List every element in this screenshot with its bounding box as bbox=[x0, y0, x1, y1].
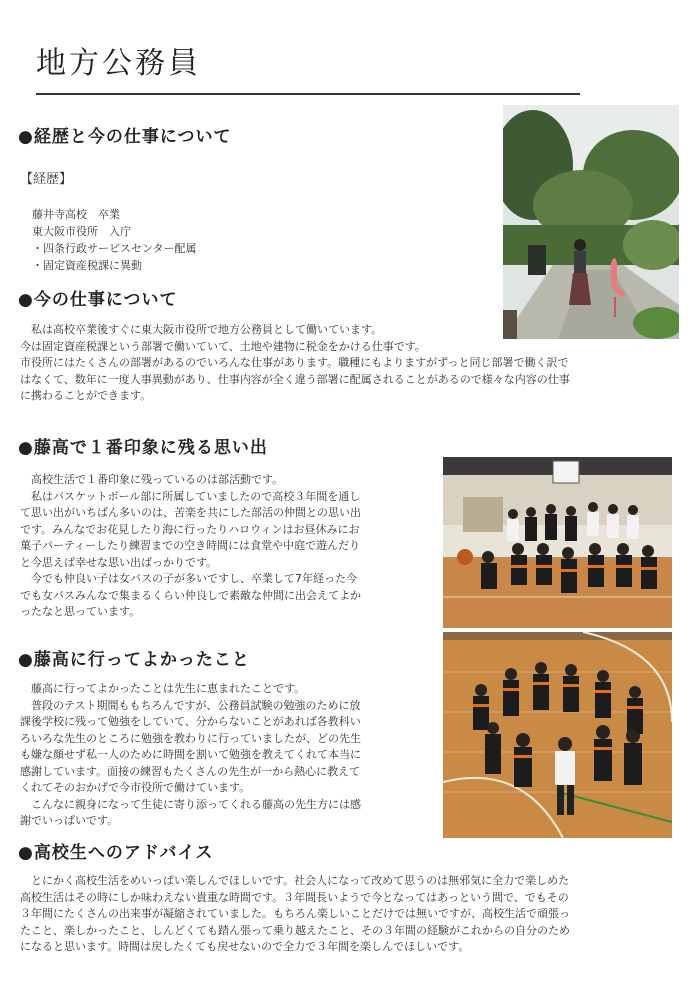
page-title: 地方公務員 bbox=[36, 46, 201, 81]
paragraph-line: 課後学校に残って勉強をしていて、分からないことがあれば各教科い bbox=[20, 715, 361, 728]
paragraph-line: 私は高校卒業後すぐに東大阪市役所で地方公務員として働いています。 bbox=[20, 323, 383, 336]
paragraph-line: くれてそのおかげで今市役所で働けています。 bbox=[20, 781, 251, 794]
paragraph-line: ３年間にたくさんの出来事が凝縮されていました。もちろん楽しいことだけでは無いですが、高校生活で頑張っ bbox=[20, 907, 570, 920]
garden-photo bbox=[503, 105, 679, 339]
team-group-photo bbox=[443, 457, 672, 628]
paragraph-line: はなくて、数年に一度人事異動があり、仕事内容が全く違う部署に配属されることがあるので様々な内容の仕事 bbox=[20, 372, 570, 386]
memory-heading: ●藤高で１番印象に残る思い出 bbox=[18, 438, 268, 458]
paragraph-line: て思い出がいちばん多いのは、苦楽を共にした部活の仲間との思い出 bbox=[20, 506, 361, 519]
team-huddle-photo bbox=[443, 632, 672, 838]
advice-text bbox=[20, 873, 570, 956]
paragraph-line: 高校生活で１番印象に残っているのは部活動です。 bbox=[20, 473, 284, 486]
career-item: 東大阪市役所 入庁 bbox=[32, 225, 131, 238]
career-item: ・固定資産税課に異動 bbox=[32, 259, 142, 272]
paragraph-line: 感謝しています。面接の練習もたくさんの先生が一から熱心に教えて bbox=[20, 764, 361, 778]
memory-text bbox=[20, 472, 361, 621]
career-item: ・四条行政サービスセンター配属 bbox=[32, 242, 197, 255]
paragraph-line: 謝でいっぱいです。 bbox=[20, 814, 119, 827]
paragraph-line: と今思えば幸せな思い出ばっかりです。 bbox=[20, 555, 218, 569]
paragraph-line: 今でも仲良い子は女バスの子が多いですし、卒業して7年経った今 bbox=[20, 572, 357, 585]
advice-heading: ●高校生へのアドバイス bbox=[18, 843, 214, 863]
paragraph-line: ろいろな先生のところに勉強を教わりに行っていましたが、どの先生 bbox=[20, 731, 361, 745]
paragraph-line: 市役所にはたくさんの部署があるのでいろんな仕事があります。職種にもよりますがずっと同じ部署で働く訳で bbox=[20, 356, 569, 369]
paragraph-line: 私はバスケットボール部に所属していましたので高校３年間を通し bbox=[20, 489, 361, 503]
paragraph-line: です。みんなでお花見したり海に行ったりハロウィンはお昼休みにお bbox=[20, 522, 360, 536]
paragraph-line: たこと、楽しかったこと、しんどくても踏ん張って乗り越えたこと、その３年間の経験がこれからの自分のため bbox=[20, 923, 570, 937]
career-list bbox=[32, 206, 197, 274]
career-subheading: 【経歴】 bbox=[20, 172, 73, 187]
current-job-heading: ●今の仕事について bbox=[18, 290, 178, 310]
paragraph-line: でも女バスみんなで集まるくらい仲良しで素敵な仲間に出会えてよか bbox=[20, 588, 361, 602]
good-things-text bbox=[20, 681, 361, 830]
paragraph-line: も嫌な顔せず私一人のために時間を割いて勉強を教えてくれて本当に bbox=[20, 748, 361, 761]
paragraph-line: ったなと思っています。 bbox=[20, 605, 141, 618]
paragraph-line: こんなに親身になって生徒に寄り添ってくれる藤高の先生方には感 bbox=[20, 797, 361, 811]
paragraph-line: 藤高に行ってよかったことは先生に恵まれたことです。 bbox=[20, 682, 306, 695]
paragraph-line: 今は固定資産税課という部署で働いていて、土地や建物に税金をかける仕事です。 bbox=[20, 339, 426, 353]
career-item: 藤井寺高校 卒業 bbox=[32, 208, 120, 221]
career-heading: ●経歴と今の仕事について bbox=[18, 127, 232, 147]
good-things-heading: ●藤高に行ってよかったこと bbox=[18, 650, 250, 670]
paragraph-line: 高校生活はその時にしか味わえない貴重な時間です。３年間長いようで今となってはあっという間で、でもその bbox=[20, 890, 569, 904]
current-job-text bbox=[20, 322, 570, 405]
paragraph-line: に携わることができます。 bbox=[20, 389, 152, 402]
paragraph-line: とにかく高校生活をめいっぱい楽しんでほしいです。社会人になって改めて思うのは無邪気に全力で楽しめた bbox=[20, 874, 570, 887]
paragraph-line: 菓子パーティーしたり練習までの空き時間には食堂や中庭で遊んだり bbox=[20, 539, 361, 552]
title-underline bbox=[36, 93, 580, 95]
paragraph-line: になると思います。時間は戻したくても戻せないので全力で３年間を楽しんでほしいです。 bbox=[20, 940, 470, 953]
paragraph-line: 普段のテスト期間ももちろんですが、公務員試験の勉強のために放 bbox=[20, 698, 361, 712]
